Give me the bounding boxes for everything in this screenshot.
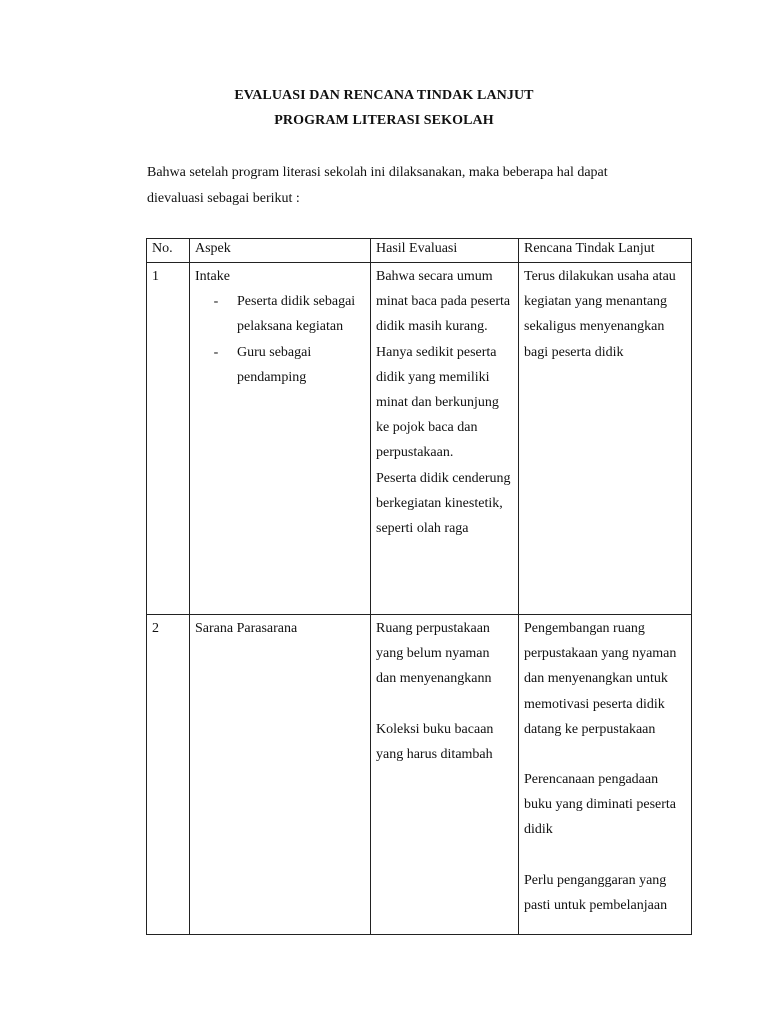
header-aspek: Aspek	[190, 239, 371, 263]
aspek-sub-item	[195, 340, 365, 390]
aspek-label: Intake	[195, 269, 230, 284]
document-title-line1: EVALUASI DAN RENCANA TINDAK LANJUT	[234, 88, 534, 103]
rencana-paragraph: Pengembangan ruang perpustakaan yang nyaman dan menyenangkan untuk memotivasi peserta didik datang ke perpustakaan	[524, 621, 677, 737]
cell-aspek	[190, 263, 371, 615]
hasil-paragraph: Peserta didik cenderung berkegiatan kinestetik, seperti olah raga	[376, 470, 511, 537]
cell-hasil-evaluasi	[371, 263, 519, 615]
table-row	[147, 615, 692, 935]
intro-line-1: Bahwa setelah program literasi sekolah ini dilaksanakan, maka beberapa hal dapat	[147, 165, 608, 180]
cell-hasil-evaluasi	[371, 615, 519, 935]
aspek-label: Sarana Parasarana	[195, 621, 298, 636]
cell-no: 1	[147, 263, 190, 615]
dash-bullet: -	[213, 294, 219, 310]
table-row	[147, 263, 692, 615]
header-no: No.	[147, 239, 190, 263]
header-rencana-tindak-lanjut: Rencana Tindak Lanjut	[519, 239, 692, 263]
rencana-paragraph: Terus dilakukan usaha atau kegiatan yang menantang sekaligus menyenangkan bagi peserta didik	[524, 269, 676, 360]
aspek-sub-item-text: Guru sebagai pendamping	[237, 344, 312, 385]
aspek-sub-item	[195, 289, 365, 339]
rencana-paragraph: Perlu penganggaran yang pasti untuk pembelanjaan	[524, 872, 668, 913]
hasil-paragraph: Ruang perpustakaan yang belum nyaman dan menyenangkann	[376, 621, 492, 687]
aspek-sub-item-text: Peserta didik sebagai pelaksana kegiatan	[237, 294, 356, 335]
dash-bullet: -	[213, 344, 219, 360]
intro-paragraph	[147, 160, 707, 212]
table-header-row	[147, 239, 692, 263]
cell-rencana-tindak-lanjut	[519, 615, 692, 935]
cell-rencana-tindak-lanjut	[519, 263, 692, 615]
cell-no: 2	[147, 615, 190, 935]
hasil-paragraph: Bahwa secara umum minat baca pada peserta didik masih kurang. Hanya sedikit peserta didik yang memiliki minat dan berkunjung ke pojok baca dan perpustakaan.	[376, 269, 511, 461]
rencana-paragraph: Perencanaan pengadaan buku yang diminati peserta didik	[524, 772, 677, 838]
evaluation-table	[146, 238, 692, 935]
intro-line-2: dievaluasi sebagai berikut :	[147, 191, 300, 206]
hasil-paragraph: Koleksi buku bacaan yang harus ditambah	[376, 721, 494, 762]
cell-aspek	[190, 615, 371, 935]
header-hasil-evaluasi: Hasil Evaluasi	[371, 239, 519, 263]
document-title-line2: PROGRAM LITERASI SEKOLAH	[274, 113, 494, 128]
